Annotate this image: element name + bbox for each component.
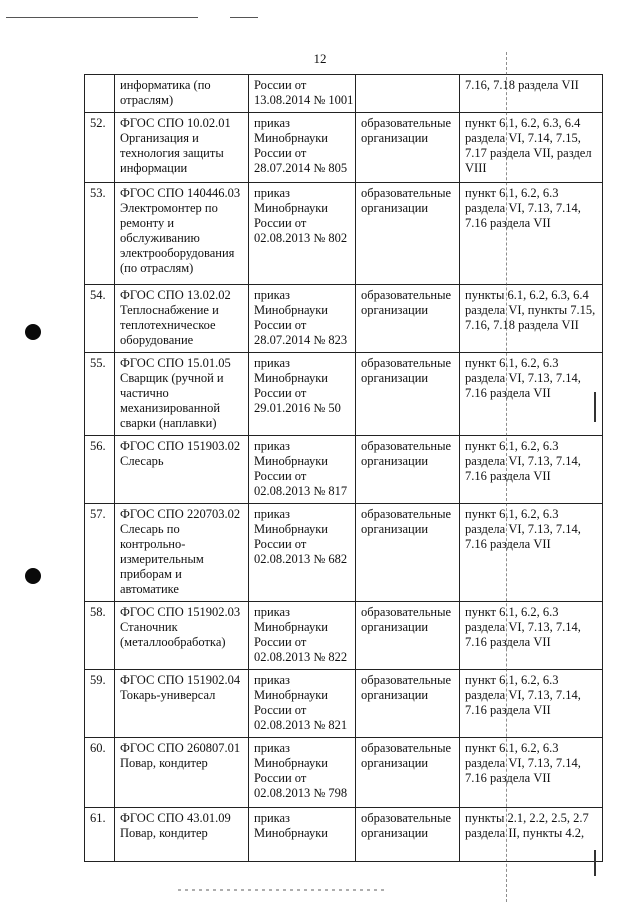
standard-name-line: ФГОС СПО 260807.01 <box>120 741 241 755</box>
row-number-cell <box>85 113 115 183</box>
approval-act-line: России от <box>254 771 307 785</box>
applies-to-cell <box>356 602 460 670</box>
approval-act-line: 28.07.2014 № 805 <box>254 161 348 175</box>
applies-to-cell <box>356 738 460 808</box>
table-row <box>85 738 603 808</box>
standard-name-line: обслуживанию <box>120 231 200 245</box>
approval-act-line: 28.07.2014 № 823 <box>254 333 348 347</box>
applies-to-line: образовательные <box>361 811 452 825</box>
table-row <box>85 436 603 504</box>
approval-act-line: Минобрнауки <box>254 371 328 385</box>
approval-act-line: Минобрнауки <box>254 826 328 840</box>
approval-act-line: России от <box>254 318 307 332</box>
standard-name-line: ФГОС СПО 151903.02 <box>120 439 241 453</box>
applies-to-cell <box>356 75 460 113</box>
requirement-points-cell <box>460 670 603 738</box>
standard-name-line: сварки (наплавки) <box>120 416 217 430</box>
row-number: 56. <box>90 439 106 453</box>
table-row <box>85 504 603 602</box>
row-number: 61. <box>90 811 106 825</box>
table-row <box>85 285 603 353</box>
applies-to-cell <box>356 183 460 285</box>
approval-act-line: России от <box>254 146 307 160</box>
approval-act-line: приказ <box>254 507 290 521</box>
standard-name-line: электрооборудования <box>120 246 235 260</box>
requirement-points-line: раздела VI, 7.13, 7.14, <box>465 522 581 536</box>
requirement-points-cell <box>460 504 603 602</box>
requirement-points-line: 7.16 раздела VII <box>465 216 551 230</box>
row-number: 52. <box>90 116 106 130</box>
requirement-points-line: пункт 6.1, 6.2, 6.3 <box>465 186 559 200</box>
table-row <box>85 183 603 285</box>
standard-name-cell <box>115 75 249 113</box>
applies-to-line: образовательные <box>361 288 452 302</box>
standard-name-cell <box>115 285 249 353</box>
standard-name-cell <box>115 670 249 738</box>
regulation-table <box>84 74 603 862</box>
requirement-points-cell <box>460 353 603 436</box>
requirement-points-line: раздела II, пункты 4.2, <box>465 826 585 840</box>
applies-to-cell <box>356 113 460 183</box>
approval-act-line: 02.08.2013 № 682 <box>254 552 348 566</box>
requirement-points-line: пункт 6.1, 6.2, 6.3 <box>465 605 559 619</box>
requirement-points-line: 7.16 раздела VII <box>465 703 551 717</box>
applies-to-line: организации <box>361 756 429 770</box>
requirement-points-line: 7.17 раздела VII, раздел <box>465 146 592 160</box>
table-row <box>85 75 603 113</box>
row-number: 58. <box>90 605 106 619</box>
applies-to-line: организации <box>361 522 429 536</box>
approval-act-line: России от <box>254 386 307 400</box>
requirement-points-line: пункт 6.1, 6.2, 6.3 <box>465 741 559 755</box>
table-row <box>85 808 603 862</box>
requirement-points-line: раздела VI, пункты 7.15, <box>465 303 596 317</box>
approval-act-cell <box>249 504 356 602</box>
applies-to-line: организации <box>361 620 429 634</box>
applies-to-line: организации <box>361 688 429 702</box>
applies-to-line: образовательные <box>361 507 452 521</box>
binder-hole <box>25 568 41 584</box>
page-number: 12 <box>313 51 327 66</box>
requirement-points-line: пункт 6.1, 6.2, 6.3 <box>465 673 559 687</box>
row-number-cell <box>85 602 115 670</box>
scan-noise <box>178 889 388 891</box>
table-row <box>85 113 603 183</box>
approval-act-line: России от <box>254 537 307 551</box>
requirement-points-line: пункт 6.1, 6.2, 6.3 <box>465 507 559 521</box>
row-number-cell <box>85 285 115 353</box>
standard-name-line: технология защиты <box>120 146 224 160</box>
standard-name-line: Слесарь <box>120 454 164 468</box>
requirement-points-line: пункт 6.1, 6.2, 6.3 <box>465 439 559 453</box>
requirement-points-cell <box>460 808 603 862</box>
standard-name-line: Повар, кондитер <box>120 756 208 770</box>
approval-act-line: Минобрнауки <box>254 756 328 770</box>
standard-name-line: автоматике <box>120 582 179 596</box>
standard-name-line: Повар, кондитер <box>120 826 208 840</box>
approval-act-cell <box>249 353 356 436</box>
standard-name-line: приборам и <box>120 567 182 581</box>
table-body <box>85 75 603 862</box>
approval-act-line: России от <box>254 78 307 92</box>
approval-act-line: Минобрнауки <box>254 131 328 145</box>
requirement-points-line: VIII <box>465 161 487 175</box>
standard-name-line: информатика (по <box>120 78 211 92</box>
standard-name-line: измерительным <box>120 552 204 566</box>
requirement-points-cell <box>460 75 603 113</box>
applies-to-cell <box>356 504 460 602</box>
requirement-points-line: раздела VI, 7.13, 7.14, <box>465 371 581 385</box>
row-number: 55. <box>90 356 106 370</box>
standard-name-line: теплотехническое <box>120 318 216 332</box>
standard-name-line: (по отраслям) <box>120 261 194 275</box>
row-number: 59. <box>90 673 106 687</box>
approval-act-line: России от <box>254 703 307 717</box>
requirement-points-line: 7.16 раздела VII <box>465 771 551 785</box>
requirement-points-line: раздела VI, 7.13, 7.14, <box>465 688 581 702</box>
approval-act-line: приказ <box>254 811 290 825</box>
approval-act-cell <box>249 285 356 353</box>
applies-to-line: организации <box>361 201 429 215</box>
approval-act-line: 13.08.2014 № 1001 <box>254 93 354 107</box>
standard-name-line: ФГОС СПО 151902.03 <box>120 605 241 619</box>
applies-to-line: организации <box>361 131 429 145</box>
standard-name-cell <box>115 738 249 808</box>
applies-to-line: образовательные <box>361 439 452 453</box>
requirement-points-line: пункты 6.1, 6.2, 6.3, 6.4 <box>465 288 589 302</box>
applies-to-cell <box>356 353 460 436</box>
standard-name-line: ФГОС СПО 220703.02 <box>120 507 241 521</box>
approval-act-line: приказ <box>254 186 290 200</box>
applies-to-line: образовательные <box>361 356 452 370</box>
approval-act-line: приказ <box>254 356 290 370</box>
approval-act-line: 02.08.2013 № 817 <box>254 484 348 498</box>
standard-name-line: механизированной <box>120 401 221 415</box>
applies-to-cell <box>356 670 460 738</box>
applies-to-line: организации <box>361 454 429 468</box>
table-row <box>85 353 603 436</box>
row-number-cell <box>85 183 115 285</box>
standard-name-cell <box>115 808 249 862</box>
approval-act-line: Минобрнауки <box>254 454 328 468</box>
standard-name-line: оборудование <box>120 333 194 347</box>
approval-act-line: Минобрнауки <box>254 688 328 702</box>
standard-name-line: частично <box>120 386 169 400</box>
approval-act-line: приказ <box>254 673 290 687</box>
approval-act-line: России от <box>254 469 307 483</box>
row-number-cell <box>85 436 115 504</box>
standard-name-line: Станочник <box>120 620 178 634</box>
scan-mark <box>594 850 596 876</box>
applies-to-line: организации <box>361 303 429 317</box>
requirement-points-cell <box>460 436 603 504</box>
standard-name-cell <box>115 436 249 504</box>
header-rule <box>230 17 258 18</box>
standard-name-line: Электромонтер по <box>120 201 218 215</box>
standard-name-line: контрольно- <box>120 537 186 551</box>
requirement-points-line: пункты 2.1, 2.2, 2.5, 2.7 <box>465 811 589 825</box>
standard-name-cell <box>115 353 249 436</box>
table-row <box>85 670 603 738</box>
approval-act-line: Минобрнауки <box>254 201 328 215</box>
requirement-points-cell <box>460 113 603 183</box>
approval-act-line: 02.08.2013 № 821 <box>254 718 348 732</box>
applies-to-line: образовательные <box>361 186 452 200</box>
requirement-points-line: 7.16 раздела VII <box>465 537 551 551</box>
approval-act-line: 29.01.2016 № 50 <box>254 401 341 415</box>
row-number: 60. <box>90 741 106 755</box>
standard-name-line: Организация и <box>120 131 199 145</box>
requirement-points-line: 7.16, 7.18 раздела VII <box>465 318 579 332</box>
approval-act-line: Минобрнауки <box>254 303 328 317</box>
approval-act-line: 02.08.2013 № 802 <box>254 231 348 245</box>
applies-to-line: образовательные <box>361 673 452 687</box>
approval-act-line: приказ <box>254 741 290 755</box>
approval-act-cell <box>249 602 356 670</box>
standard-name-line: Сварщик (ручной и <box>120 371 224 385</box>
standard-name-line: ФГОС СПО 140446.03 <box>120 186 241 200</box>
standard-name-line: ремонту и <box>120 216 175 230</box>
standard-name-cell <box>115 113 249 183</box>
row-number-cell <box>85 504 115 602</box>
requirement-points-line: раздела VI, 7.13, 7.14, <box>465 454 581 468</box>
approval-act-line: приказ <box>254 288 290 302</box>
approval-act-cell <box>249 738 356 808</box>
table-row <box>85 602 603 670</box>
approval-act-line: приказ <box>254 605 290 619</box>
applies-to-line: образовательные <box>361 116 452 130</box>
requirement-points-line: 7.16 раздела VII <box>465 635 551 649</box>
applies-to-cell <box>356 436 460 504</box>
approval-act-cell <box>249 808 356 862</box>
approval-act-cell <box>249 670 356 738</box>
approval-act-cell <box>249 113 356 183</box>
binder-hole <box>25 324 41 340</box>
standard-name-cell <box>115 504 249 602</box>
requirement-points-line: пункт 6.1, 6.2, 6.3 <box>465 356 559 370</box>
requirement-points-cell <box>460 602 603 670</box>
applies-to-cell <box>356 285 460 353</box>
approval-act-line: приказ <box>254 116 290 130</box>
standard-name-line: Теплоснабжение и <box>120 303 219 317</box>
requirement-points-line: раздела VI, 7.13, 7.14, <box>465 620 581 634</box>
row-number: 57. <box>90 507 106 521</box>
requirement-points-cell <box>460 285 603 353</box>
standard-name-cell <box>115 602 249 670</box>
approval-act-line: 02.08.2013 № 798 <box>254 786 348 800</box>
approval-act-cell <box>249 436 356 504</box>
approval-act-line: Минобрнауки <box>254 522 328 536</box>
standard-name-line: ФГОС СПО 43.01.09 <box>120 811 231 825</box>
requirement-points-line: 7.16 раздела VII <box>465 386 551 400</box>
standard-name-line: отраслям) <box>120 93 174 107</box>
row-number-cell <box>85 808 115 862</box>
row-number-cell <box>85 75 115 113</box>
standard-name-line: информации <box>120 161 188 175</box>
applies-to-line: организации <box>361 826 429 840</box>
requirement-points-line: раздела VI, 7.13, 7.14, <box>465 201 581 215</box>
scan-mark <box>594 392 596 422</box>
applies-to-line: образовательные <box>361 605 452 619</box>
approval-act-line: России от <box>254 635 307 649</box>
applies-to-cell <box>356 808 460 862</box>
standard-name-line: ФГОС СПО 13.02.02 <box>120 288 231 302</box>
requirement-points-cell <box>460 738 603 808</box>
approval-act-line: 02.08.2013 № 822 <box>254 650 348 664</box>
standard-name-line: Токарь-универсал <box>120 688 216 702</box>
requirement-points-line: 7.16 раздела VII <box>465 469 551 483</box>
approval-act-line: приказ <box>254 439 290 453</box>
standard-name-cell <box>115 183 249 285</box>
scan-fold-line <box>506 52 507 902</box>
requirement-points-cell <box>460 183 603 285</box>
applies-to-line: образовательные <box>361 741 452 755</box>
standard-name-line: (металлообработка) <box>120 635 226 649</box>
applies-to-line: организации <box>361 371 429 385</box>
approval-act-line: Минобрнауки <box>254 620 328 634</box>
requirement-points-line: 7.16, 7.18 раздела VII <box>465 78 579 92</box>
standard-name-line: Слесарь по <box>120 522 180 536</box>
approval-act-cell <box>249 75 356 113</box>
row-number: 54. <box>90 288 106 302</box>
row-number-cell <box>85 670 115 738</box>
header-rule <box>6 17 198 18</box>
requirement-points-line: раздела VI, 7.14, 7.15, <box>465 131 581 145</box>
row-number-cell <box>85 353 115 436</box>
standard-name-line: ФГОС СПО 151902.04 <box>120 673 241 687</box>
requirement-points-line: раздела VI, 7.13, 7.14, <box>465 756 581 770</box>
row-number: 53. <box>90 186 106 200</box>
approval-act-cell <box>249 183 356 285</box>
approval-act-line: России от <box>254 216 307 230</box>
row-number-cell <box>85 738 115 808</box>
standard-name-line: ФГОС СПО 15.01.05 <box>120 356 231 370</box>
requirement-points-line: пункт 6.1, 6.2, 6.3, 6.4 <box>465 116 581 130</box>
standard-name-line: ФГОС СПО 10.02.01 <box>120 116 231 130</box>
